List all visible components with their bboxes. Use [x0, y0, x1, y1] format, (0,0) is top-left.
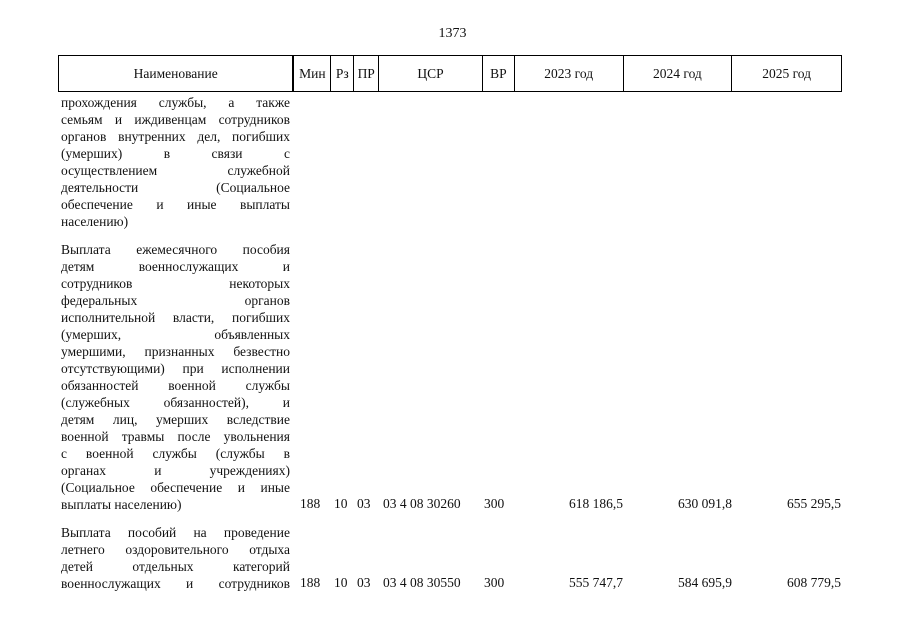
row-2-line: летнего оздоровительного отдыха	[61, 542, 290, 557]
row-0-line: прохождения службы, а также	[61, 95, 290, 110]
header-rz: Рз	[331, 56, 354, 91]
row-1-csr: 03 4 08 30260	[383, 496, 461, 511]
table-header	[58, 55, 842, 92]
row-2-csr: 03 4 08 30550	[383, 575, 461, 590]
page-number: 1373	[438, 26, 467, 41]
row-1-line: (служебных обязанностей), и	[61, 395, 290, 410]
header-pr: ПР	[354, 56, 379, 91]
row-0-line: (умерших) в связи с	[61, 146, 290, 161]
row-1-2023: 618 186,5	[569, 496, 623, 511]
header-csr: ЦСР	[379, 56, 483, 91]
row-2-line: детей отдельных категорий	[61, 559, 290, 574]
row-2-pr: 03	[357, 575, 371, 590]
header-min: Мин	[294, 56, 331, 91]
row-1-line: Выплата ежемесячного пособия	[61, 242, 290, 257]
row-2-2025: 608 779,5	[787, 575, 841, 590]
row-0-line: семьям и иждивенцам сотрудников	[61, 112, 290, 127]
header-2024: 2024 год	[624, 56, 733, 91]
row-1-vr: 300	[484, 496, 505, 511]
row-0-line: обеспечение и иные выплаты	[61, 197, 290, 212]
row-0-line: органов внутренних дел, погибших	[61, 129, 290, 144]
row-0-name	[61, 94, 290, 230]
row-1-line: детям военнослужащих и	[61, 259, 290, 274]
row-1-pr: 03	[357, 496, 371, 511]
row-1-line: отсутствующими) при исполнении	[61, 361, 290, 376]
header-2023: 2023 год	[515, 56, 624, 91]
row-1-line: (умерших, объявленных	[61, 327, 290, 342]
row-1-line: с военной службы (службы в	[61, 446, 290, 461]
row-1-line: детям лиц, умерших вследствие	[61, 412, 290, 427]
header-vr: ВР	[483, 56, 515, 91]
header-name: Наименование	[59, 56, 294, 91]
row-2-line: военнослужащих и сотрудников	[61, 576, 290, 591]
row-1-min: 188	[300, 496, 321, 511]
row-1-line: органах и учреждениях)	[61, 463, 290, 478]
row-1-2025: 655 295,5	[787, 496, 841, 511]
row-0-line: населению)	[61, 214, 129, 229]
row-1-line: обязанностей военной службы	[61, 378, 290, 393]
row-0-line: деятельности (Социальное	[61, 180, 290, 195]
header-2025: 2025 год	[762, 65, 812, 81]
row-1-line: военной травмы после увольнения	[61, 429, 290, 444]
row-1-line: выплаты населению)	[61, 497, 182, 512]
row-1-line: федеральных органов	[61, 293, 290, 308]
row-1-line: (Социальное обеспечение и иные	[61, 480, 290, 495]
row-2-vr: 300	[484, 575, 505, 590]
row-2-name	[61, 524, 290, 592]
row-0-line: осуществлением служебной	[61, 163, 290, 178]
row-2-2023: 555 747,7	[569, 575, 623, 590]
row-2-line: Выплата пособий на проведение	[61, 525, 290, 540]
row-1-line: умершими, признанных безвестно	[61, 344, 290, 359]
row-1-rz: 10	[334, 496, 348, 511]
row-1-2024: 630 091,8	[678, 496, 732, 511]
row-1-name	[61, 241, 290, 513]
row-2-min: 188	[300, 575, 321, 590]
row-2-2024: 584 695,9	[678, 575, 732, 590]
row-1-line: исполнительной власти, погибших	[61, 310, 290, 325]
row-1-line: сотрудников некоторых	[61, 276, 290, 291]
row-2-rz: 10	[334, 575, 348, 590]
